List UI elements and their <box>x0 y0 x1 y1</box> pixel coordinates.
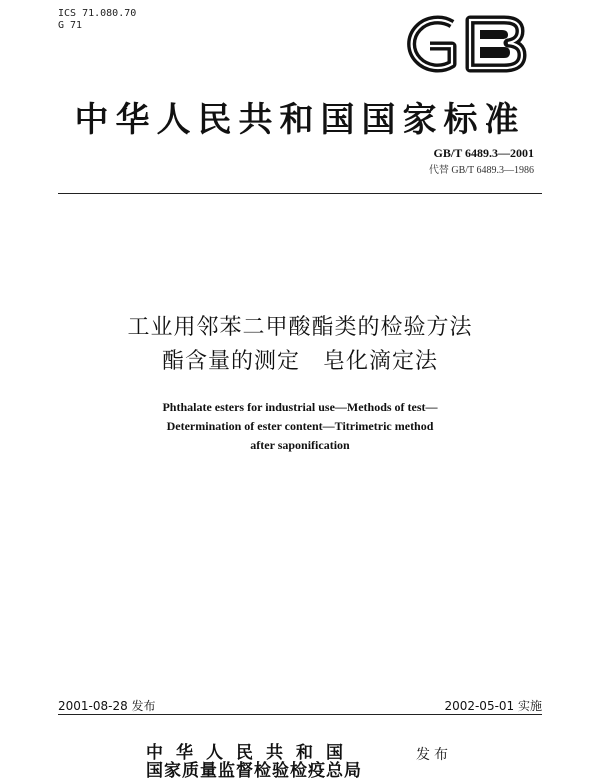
header-divider <box>58 193 542 194</box>
chinese-title-line-2: 酯含量的测定 皂化滴定法 <box>161 349 438 374</box>
publisher-suffix: 发布 <box>416 747 452 763</box>
classification-codes <box>58 8 136 32</box>
ics-code: ICS 71.080.70 <box>58 8 137 19</box>
footer-divider <box>58 714 542 715</box>
replaced-standard: 代替 GB/T 6489.3—1986 <box>428 165 534 176</box>
english-title-line-3: after saponification <box>250 438 350 452</box>
publisher-line-1: 中华人民共和国 <box>146 743 356 763</box>
implementation-date: 2002-05-01 实施 <box>444 699 542 713</box>
english-title-line-2: Determination of ester content—Titrimetric method <box>166 419 434 433</box>
publisher-line-2: 国家质量监督检验检疫总局 <box>146 761 362 781</box>
gb-logo-icon <box>392 14 530 74</box>
ccs-code: G 71 <box>58 20 83 31</box>
standard-number: GB/T 6489.3—2001 <box>433 146 534 160</box>
standard-type-heading: 中华人民共和国国家标准 <box>74 100 526 140</box>
chinese-title-line-1: 工业用邻苯二甲酸酯类的检验方法 <box>127 315 473 340</box>
issue-date: 2001-08-28 发布 <box>58 699 156 713</box>
english-title-line-1: Phthalate esters for industrial use—Methods of test— <box>162 400 438 414</box>
